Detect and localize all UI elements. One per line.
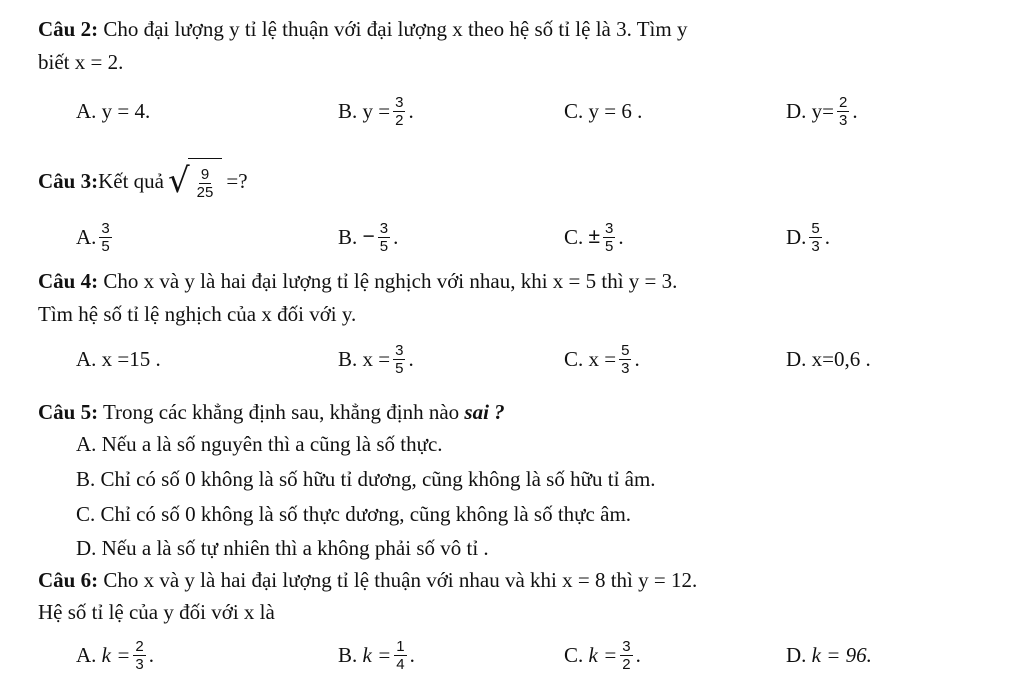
- radicand: [188, 158, 223, 204]
- option-suffix: .: [148, 642, 155, 667]
- fraction-numerator: 5: [811, 219, 820, 237]
- option-text: y = 6 .: [588, 98, 643, 123]
- q6-line1: [38, 567, 697, 593]
- option-text: x=0,6 .: [811, 346, 871, 371]
- fraction: [393, 94, 405, 129]
- q5-option-d: D. Nếu a là số tự nhiên thì a không phải số vô tỉ .: [76, 536, 489, 560]
- q3-option-a: [76, 214, 115, 260]
- radical-sign-icon: √: [168, 161, 190, 201]
- option-suffix: .: [409, 642, 415, 667]
- option-letter: C.: [564, 98, 584, 123]
- q4-label: Câu 4:: [38, 269, 99, 293]
- q2-option-d: [786, 88, 858, 134]
- option-suffix: .: [618, 224, 624, 249]
- option-suffix: .: [635, 642, 641, 667]
- option-letter: D.: [786, 98, 807, 123]
- option-suffix: .: [852, 98, 858, 123]
- fraction: [619, 342, 631, 377]
- q4-option-d: [786, 336, 871, 382]
- option-prefix: x =: [362, 346, 391, 371]
- fraction-denominator: 3: [621, 359, 630, 377]
- fraction: [393, 342, 405, 377]
- q3-text: Kết quả: [98, 168, 164, 193]
- option-letter: D.: [786, 642, 807, 667]
- option-prefix: x =: [588, 346, 617, 371]
- fraction-numerator: 3: [379, 219, 389, 237]
- q4-option-b: [338, 336, 414, 382]
- fraction-denominator: 2: [395, 111, 404, 129]
- q2-label: Câu 2:: [38, 17, 99, 41]
- option-prefix: k =: [362, 642, 392, 667]
- q6-option-d: [786, 632, 872, 678]
- fraction-denominator: 3: [135, 655, 144, 673]
- option-letter: C.: [564, 346, 584, 371]
- fraction-denominator: 3: [839, 111, 848, 129]
- q5-option-a: A. Nếu a là số nguyên thì a cũng là số thực.: [76, 432, 443, 456]
- fraction: [99, 220, 111, 255]
- fraction-denominator: 5: [101, 237, 110, 255]
- option-letter: C.: [564, 642, 584, 667]
- option-text: k = 96.: [811, 642, 872, 667]
- fraction-denominator: 5: [395, 359, 404, 377]
- q3-option-c: [564, 214, 624, 260]
- fraction-denominator: 3: [811, 237, 820, 255]
- option-letter: A.: [76, 642, 97, 667]
- option-letter: C.: [564, 224, 584, 249]
- option-letter: B.: [338, 98, 358, 123]
- option-prefix: y=: [811, 98, 835, 123]
- fraction: [394, 638, 406, 673]
- fraction: [378, 220, 390, 255]
- q5-label: Câu 5:: [38, 400, 99, 424]
- option-suffix: .: [408, 346, 414, 371]
- fraction: [837, 94, 849, 129]
- option-letter: A.: [76, 98, 97, 123]
- option-letter: B.: [338, 642, 358, 667]
- q5-line: [38, 399, 505, 425]
- option-letter: D.: [786, 224, 807, 249]
- fraction-numerator: 2: [135, 637, 144, 655]
- fraction-numerator: 3: [101, 219, 110, 237]
- fraction: [620, 638, 632, 673]
- q6-option-a: [76, 632, 154, 678]
- fraction-numerator: 3: [605, 219, 614, 237]
- q4-text: Cho x và y là hai đại lượng tỉ lệ nghịch với nhau, khi x = 5 thì y = 3.: [98, 269, 678, 293]
- q2-option-a: [76, 88, 150, 134]
- q4-option-c: [564, 336, 640, 382]
- q2-option-b: [338, 88, 414, 134]
- q2-text: Cho đại lượng y tỉ lệ thuận với đại lượng x theo hệ số tỉ lệ là 3. Tìm y: [98, 17, 688, 41]
- fraction-numerator: 2: [839, 93, 848, 111]
- fraction: [603, 220, 615, 255]
- q2-line2: biết x = 2.: [38, 50, 124, 74]
- fraction-numerator: 1: [396, 637, 405, 655]
- q2-option-c: [564, 88, 642, 134]
- fraction-denominator: 4: [396, 655, 405, 673]
- option-suffix: .: [393, 224, 399, 249]
- q5-option-c: C. Chỉ có số 0 không là số thực dương, cũng không là số thực âm.: [76, 502, 632, 526]
- option-prefix: −: [362, 225, 375, 248]
- fraction: [809, 220, 821, 255]
- q4-line1: [38, 268, 677, 294]
- q6-text: Cho x và y là hai đại lượng tỉ lệ thuận với nhau và khi x = 8 thì y = 12.: [98, 568, 698, 592]
- q3-option-b: [338, 214, 398, 260]
- q3-label: Câu 3:: [38, 168, 99, 193]
- square-root: [168, 158, 222, 204]
- option-suffix: .: [634, 346, 640, 371]
- q3-tail: =?: [226, 168, 248, 193]
- q6-option-b: [338, 632, 415, 678]
- q4-line2: Tìm hệ số tỉ lệ nghịch của x đối với y.: [38, 302, 357, 326]
- option-text: y = 4.: [101, 98, 151, 123]
- q5-option-b: B. Chỉ có số 0 không là số hữu tỉ dương, cũng không là số hữu tỉ âm.: [76, 467, 656, 491]
- option-prefix: k =: [588, 642, 618, 667]
- q5-emphasis: sai ?: [464, 400, 505, 424]
- q6-option-c: [564, 632, 641, 678]
- q3-option-d: [786, 214, 830, 260]
- fraction: [195, 166, 216, 201]
- option-prefix: k =: [101, 642, 131, 667]
- option-suffix: .: [824, 224, 831, 249]
- option-letter: D.: [786, 346, 807, 371]
- q4-option-a: [76, 336, 161, 382]
- option-prefix: ±: [588, 225, 601, 248]
- fraction-denominator: 25: [196, 183, 214, 201]
- option-letter: B.: [338, 346, 358, 371]
- q2-line1: [38, 16, 687, 42]
- q6-line2: Hệ số tỉ lệ của y đối với x là: [38, 600, 275, 624]
- option-suffix: .: [408, 98, 414, 123]
- fraction-denominator: 5: [605, 237, 614, 255]
- option-text: x =15 .: [101, 346, 161, 371]
- q5-text: Trong các khẳng định sau, khẳng định nào: [98, 400, 465, 424]
- q6-label: Câu 6:: [38, 568, 99, 592]
- fraction-numerator: 9: [200, 165, 210, 183]
- option-letter: A.: [76, 346, 97, 371]
- option-letter: B.: [338, 224, 358, 249]
- option-prefix: y =: [362, 98, 391, 123]
- fraction-denominator: 5: [379, 237, 389, 255]
- fraction-numerator: 5: [621, 341, 630, 359]
- fraction-denominator: 2: [622, 655, 631, 673]
- option-letter: A.: [76, 224, 97, 249]
- fraction-numerator: 3: [622, 637, 631, 655]
- fraction-numerator: 3: [395, 93, 404, 111]
- fraction: [133, 638, 145, 673]
- q3-line: [38, 152, 248, 210]
- fraction-numerator: 3: [395, 341, 404, 359]
